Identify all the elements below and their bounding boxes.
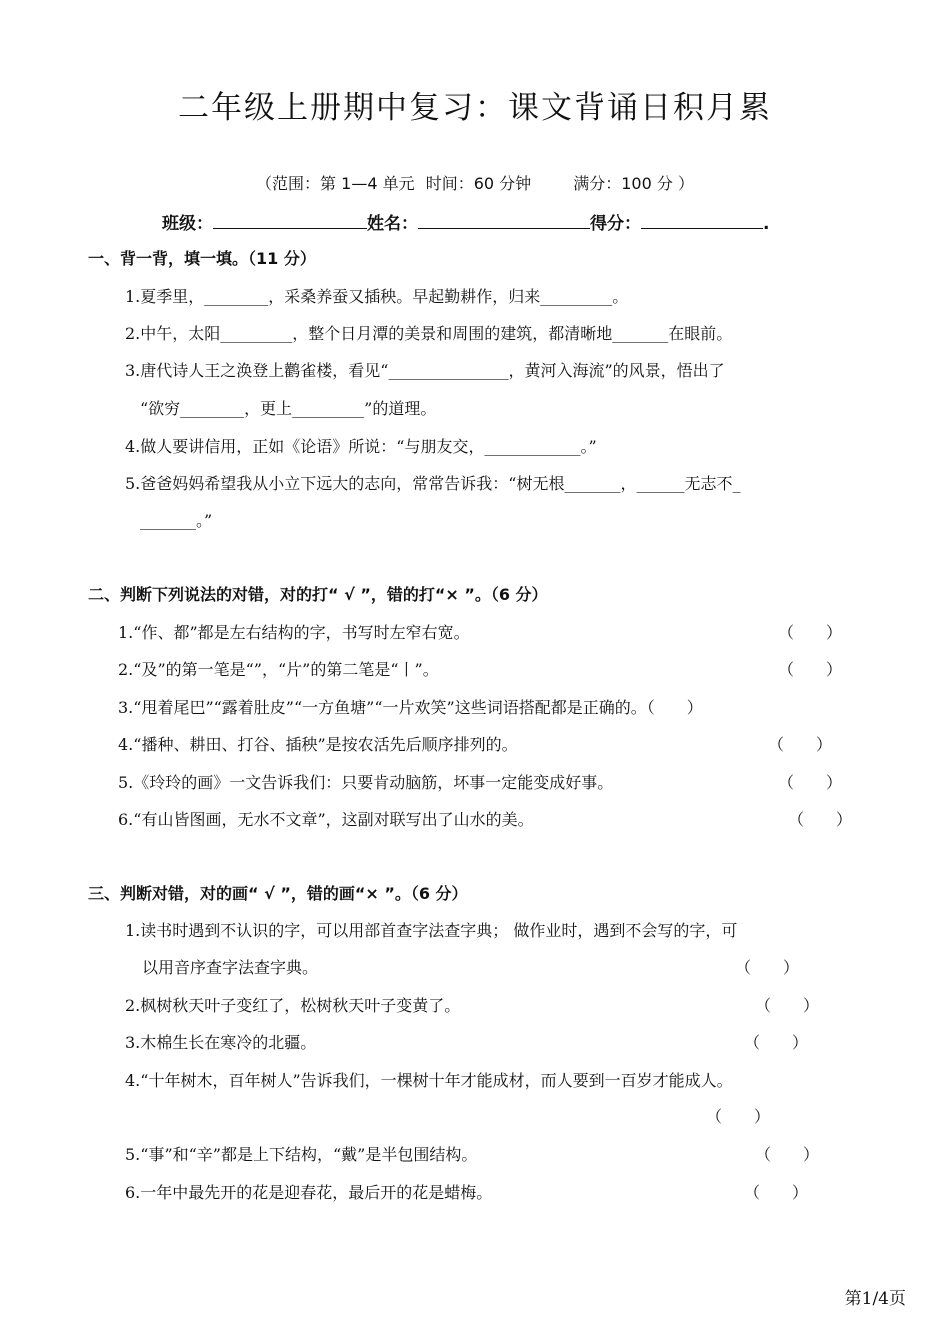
section1-line: 1.夏季里，________，采桑养蚕又插秧。早起勤耕作，归来_________。 — [125, 287, 629, 306]
class-blank[interactable] — [213, 208, 367, 229]
exam-full-score: 满分：100 分 ） — [573, 174, 694, 193]
section1-line: _______。” — [140, 511, 213, 530]
section2-item: 1.“作、都”都是左右结构的字，书写时左窄右宽。 — [118, 623, 470, 642]
section1-line: 4.做人要讲信用，正如《论语》所说：“与朋友交，____________。” — [125, 437, 597, 456]
page-title: 二年级上册期中复习：课文背诵日积月累 — [178, 90, 772, 126]
section3-line: 1.读书时遇到不认识的字，可以用部首查字法查字典； 做作业时，遇到不会写的字，可 — [125, 921, 738, 940]
section2-item: 2.“及”的第一笔是“”，“片”的第二笔是“丨”。 — [118, 660, 439, 679]
answer-parentheses[interactable]: （ ） — [735, 958, 800, 977]
section2-heading: 二、判断下列说法的对错，对的打“ √ ”，错的打“× ”。（6 分） — [88, 585, 548, 604]
section3-line: 4.“十年树木，百年树人”告诉我们，一棵树十年才能成材，而人要到一百岁才能成人。 — [125, 1071, 733, 1090]
section2-item: 3.“甩着尾巴”“露着肚皮”“一方鱼塘”“一片欢笑”这些词语搭配都是正确的。（ ） — [118, 698, 703, 717]
section3-line: 6.一年中最先开的花是迎春花，最后开的花是蜡梅。 — [125, 1183, 493, 1202]
answer-parentheses[interactable]: （ ） — [778, 660, 843, 679]
answer-parentheses[interactable]: （ ） — [706, 1107, 771, 1126]
answer-parentheses[interactable]: （ ） — [744, 1183, 809, 1202]
section3-line: 2.枫树秋天叶子变红了，松树秋天叶子变黄了。 — [125, 996, 461, 1015]
exam-info — [0, 172, 950, 196]
section3-line: 以用音序查字法查字典。 — [142, 958, 319, 977]
section2-item: 4.“播种、耕田、打谷、插秧”是按农活先后顺序排列的。 — [118, 735, 518, 754]
section3-heading: 三、判断对错，对的画“ √ ”，错的画“× ”。（6 分） — [88, 884, 468, 903]
score-blank[interactable] — [641, 208, 763, 229]
answer-parentheses[interactable]: （ ） — [788, 810, 853, 829]
answer-parentheses[interactable]: （ ） — [778, 773, 843, 792]
class-label: 班级： — [162, 214, 213, 234]
name-label: 姓名： — [367, 214, 418, 234]
section2-item: 5.《玲玲的画》一文告诉我们：只要肯动脑筋，坏事一定能变成好事。 — [118, 773, 614, 792]
section2-item: 6.“有山皆图画，无水不文章”，这副对联写出了山水的美。 — [118, 810, 534, 829]
section3-line: 3.木棉生长在寒冷的北疆。 — [125, 1033, 317, 1052]
answer-parentheses[interactable]: （ ） — [768, 735, 833, 754]
student-info-row — [162, 208, 769, 237]
exam-scope: （范围：第 1—4 单元 — [256, 174, 415, 193]
page-number: 第1/4页 — [844, 1289, 906, 1309]
section3-line: 5.“事”和“辛”都是上下结构，“戴”是半包围结构。 — [125, 1145, 478, 1164]
name-blank[interactable] — [418, 208, 590, 229]
exam-time: 时间：60 分钟 — [425, 174, 532, 193]
section1-line: 5.爸爸妈妈希望我从小立下远大的志向，常常告诉我：“树无根_______，______无志不_ — [125, 474, 741, 493]
answer-parentheses[interactable]: （ ） — [744, 1033, 809, 1052]
answer-parentheses[interactable]: （ ） — [755, 996, 820, 1015]
student-row-end: . — [763, 214, 770, 234]
score-label: 得分： — [590, 214, 641, 234]
section1-heading: 一、背一背，填一填。（11 分） — [88, 249, 316, 268]
answer-parentheses[interactable]: （ ） — [755, 1145, 820, 1164]
section1-line: 3.唐代诗人王之涣登上鹳雀楼，看见“_______________，黄河入海流”的风景，悟出了 — [125, 361, 725, 380]
answer-parentheses[interactable]: （ ） — [778, 623, 843, 642]
section1-line: “欲穷________，更上_________”的道理。 — [140, 399, 437, 418]
section1-line: 2.中午，太阳_________，整个日月潭的美景和周围的建筑，都清晰地_______在眼前。 — [125, 324, 733, 343]
